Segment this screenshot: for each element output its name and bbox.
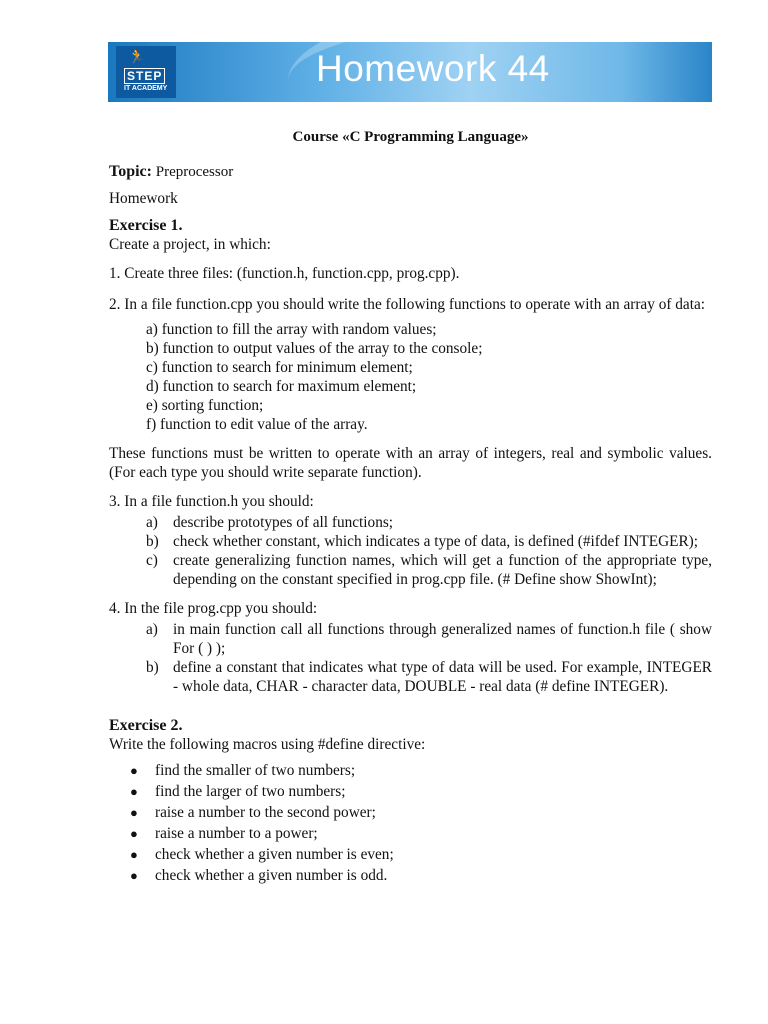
runner-icon: 🏃 <box>128 48 146 64</box>
topic-line <box>109 162 712 182</box>
step-3-list <box>146 513 712 589</box>
item-text: find the smaller of two numbers; <box>155 762 356 779</box>
item-text: check whether a given number is even; <box>155 846 394 863</box>
step-academy-logo <box>116 46 176 98</box>
item-text: define a constant that indicates what type of data will be used. For example, INTEGER - whole data, CHAR - character data, DOUBLE - real data (# define INTEGER). <box>173 659 712 695</box>
list-item <box>130 865 712 886</box>
types-note: These functions must be written to operate with an array of integers, real and symbolic values. (For each type you should write separate function). <box>109 445 712 481</box>
list-item <box>146 551 712 589</box>
list-item: f) function to edit value of the array. <box>146 416 368 433</box>
homework-title: Homework 44 <box>316 48 550 89</box>
list-item <box>130 844 712 865</box>
step-1: 1. Create three files: (function.h, function.cpp, prog.cpp). <box>109 265 460 282</box>
item-text: raise a number to a power; <box>155 825 318 842</box>
list-item: e) sorting function; <box>146 397 264 414</box>
bullet-icon: ● <box>130 805 138 820</box>
bullet-icon: ● <box>130 763 138 778</box>
header-banner <box>108 42 712 102</box>
list-item <box>146 620 712 658</box>
list-item: b) function to output values of the array to the console; <box>146 340 483 357</box>
exercise-1-intro: Create a project, in which: <box>109 236 271 253</box>
document-body <box>109 128 712 886</box>
bullet-icon: ● <box>130 868 138 883</box>
bullet-icon: ● <box>130 826 138 841</box>
bullet-icon: ● <box>130 847 138 862</box>
item-text: describe prototypes of all functions; <box>173 514 394 531</box>
list-item: d) function to search for maximum element; <box>146 378 417 395</box>
list-item <box>130 760 712 781</box>
topic-label: Topic: <box>109 163 152 180</box>
exercise-2-heading: Exercise 2. <box>109 717 183 734</box>
list-item <box>130 802 712 823</box>
item-text: check whether constant, which indicates a type of data, is defined (#ifdef INTEGER); <box>173 533 699 550</box>
logo-subtext: IT ACADEMY <box>124 85 168 92</box>
list-item <box>146 513 712 532</box>
homework-label: Homework <box>109 190 178 207</box>
item-marker: b) <box>146 659 159 676</box>
step-4-list <box>146 620 712 696</box>
macro-list <box>130 760 712 886</box>
item-marker: b) <box>146 533 159 550</box>
list-item: c) function to search for minimum element; <box>146 359 413 376</box>
item-text: find the larger of two numbers; <box>155 783 346 800</box>
item-text: create generalizing function names, which will get a function of the appropriate type, depending on the constant specified in prog.cpp file. (# Define show ShowInt); <box>173 552 712 588</box>
logo-text: STEP <box>124 68 165 84</box>
function-list <box>146 320 712 434</box>
item-marker: a) <box>146 514 158 531</box>
topic-value: Preprocessor <box>155 164 234 180</box>
list-item <box>146 658 712 696</box>
step-3: 3. In a file function.h you should: <box>109 493 314 510</box>
course-title: Course «C Programming Language» <box>292 129 529 145</box>
list-item: a) function to fill the array with random values; <box>146 321 437 338</box>
step-2: 2. In a file function.cpp you should write the following functions to operate with an array of data: <box>109 296 705 313</box>
item-text: in main function call all functions through generalized names of function.h file ( show For ( ) ); <box>173 621 712 657</box>
item-marker: a) <box>146 621 158 638</box>
exercise-1-heading: Exercise 1. <box>109 217 183 234</box>
list-item <box>130 781 712 802</box>
list-item <box>130 823 712 844</box>
item-text: check whether a given number is odd. <box>155 867 388 884</box>
exercise-2-intro: Write the following macros using #define directive: <box>109 736 426 753</box>
bullet-icon: ● <box>130 784 138 799</box>
item-text: raise a number to the second power; <box>155 804 376 821</box>
step-4: 4. In the file prog.cpp you should: <box>109 600 318 617</box>
item-marker: c) <box>146 552 158 569</box>
list-item <box>146 532 712 551</box>
